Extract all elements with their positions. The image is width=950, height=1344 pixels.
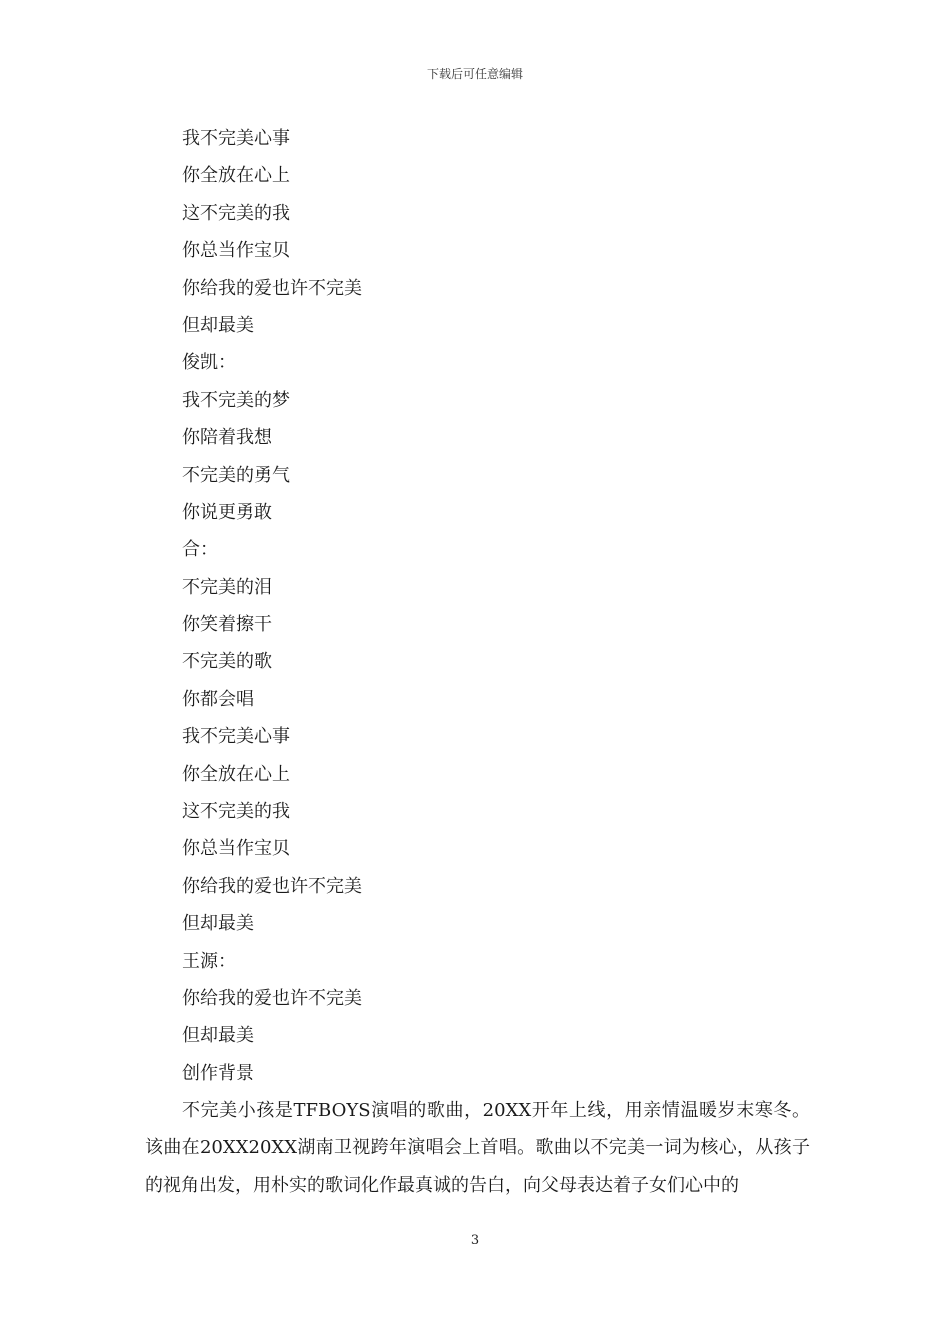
lyric-line: 你给我的爱也许不完美 (182, 277, 362, 299)
lyric-line: 你说更勇敢 (182, 501, 272, 523)
page-header: 下载后可任意编辑 (426, 67, 523, 81)
lyric-line: 我不完美心事 (182, 128, 290, 149)
lyric-line: 你给我的爱也许不完美 (182, 987, 362, 1009)
lyric-line: 但却最美 (182, 1025, 254, 1047)
lyric-line: 但却最美 (182, 913, 254, 935)
background-paragraph: 不完美小孩是TFBOYS演唱的歌曲，20XX开年上线，用亲情温暖岁末寒冬。该曲在20XX20XX湖南卫视跨年演唱会上首唱。歌曲以不完美一词为核心，从孩子的视角出发，用朴实的歌词化作最真诚的告白，向父母表达着子女们心中的 (145, 1100, 810, 1196)
lyric-line: 你全放在心上 (182, 763, 290, 785)
singer-label: 王源： (182, 950, 236, 972)
section-heading: 创作背景 (182, 1062, 254, 1084)
lyric-line: 这不完美的我 (182, 202, 290, 224)
lyric-line: 你给我的爱也许不完美 (182, 875, 362, 897)
lyric-line: 这不完美的我 (182, 801, 290, 823)
page-number: 3 (470, 1233, 480, 1248)
lyric-line: 不完美的勇气 (182, 464, 290, 486)
lyric-line: 不完美的歌 (182, 651, 272, 673)
lyrics-list (182, 120, 362, 1092)
lyric-line: 不完美的泪 (182, 576, 272, 598)
lyric-line: 我不完美心事 (182, 726, 290, 748)
lyric-line: 你都会唱 (182, 688, 254, 710)
singer-label: 俊凯： (182, 352, 236, 374)
lyric-line: 我不完美的梦 (182, 389, 290, 411)
lyric-line: 你陪着我想 (182, 427, 272, 449)
lyric-line: 你全放在心上 (182, 165, 290, 187)
lyric-line: 你总当作宝贝 (182, 838, 290, 860)
singer-label: 合： (182, 539, 218, 561)
lyric-line: 但却最美 (182, 314, 254, 336)
lyric-line: 你笑着擦干 (182, 614, 272, 636)
lyric-line: 你总当作宝贝 (182, 240, 290, 262)
